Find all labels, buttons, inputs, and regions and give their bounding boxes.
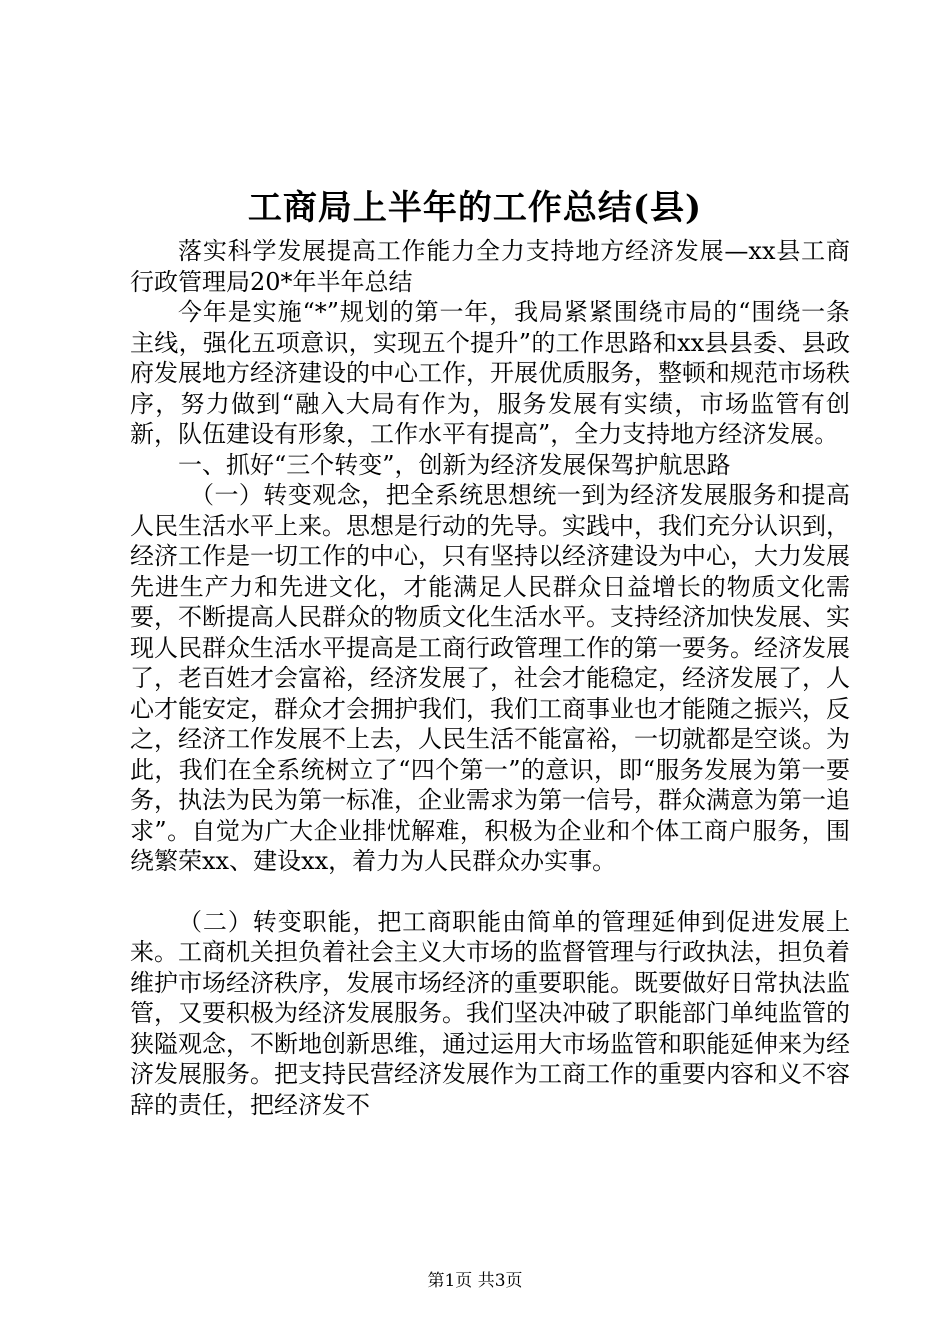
page-number-footer: 第1页 共3页 — [427, 1271, 523, 1291]
point-two-paragraph: （二）转变职能，把工商职能由简单的管理延伸到促进发展上来。工商机关担负着社会主义大市场的监督管理与行政执法，担负着维护市场经济秩序，发展市场经济的重要职能。既要做好日常执法监管，又要积极为经济发展服务。我们坚决冲破了职能部门单纯监管的狭隘观念，不断地创新思维，通过运用大市场监管和职能延伸来为经济发展服务。把支持民营经济发展作为工商工作的重要内容和义不容辞的责任，把经济发不 — [130, 907, 850, 1119]
subtitle-paragraph: 落实科学发展提高工作能力全力支持地方经济发展—xx县工商行政管理局20*年半年总结 — [130, 237, 850, 296]
section-heading: 一、抓好“三个转变”，创新为经济发展保驾护航思路 — [178, 450, 731, 479]
document-title: 工商局上半年的工作总结(县) — [247, 188, 703, 228]
document-body — [130, 236, 850, 1120]
intro-paragraph: 今年是实施“*”规划的第一年，我局紧紧围绕市局的“围绕一条主线，强化五项意识，实现五个提升”的工作思路和xx县县委、县政府发展地方经济建设的中心工作，开展优质服务，整顿和规范市场秩序，努力做到“融入大局有作为，服务发展有实绩，市场监管有创新，队伍建设有形象，工作水平有提高”，全力支持地方经济发展。 — [130, 298, 850, 448]
point-one-paragraph: （一）转变观念，把全系统思想统一到为经济发展服务和提高人民生活水平上来。思想是行动的先导。实践中，我们充分认识到，经济工作是一切工作的中心，只有坚持以经济建设为中心，大力发展先进生产力和先进文化，才能满足人民群众日益增长的物质文化需要，不断提高人民群众的物质文化生活水平。支持经济加快发展、实现人民群众生活水平提高是工商行政管理工作的第一要务。经济发展了，老百姓才会富裕，经济发展了，社会才能稳定，经济发展了，人心才能安定，群众才会拥护我们，我们工商事业也才能随之振兴，反之，经济工作发展不上去，人民生活不能富裕，一切就都是空谈。为此，我们在全系统树立了“四个第一”的意识，即“服务发展为第一要务，执法为民为第一标准，企业需求为第一信号，群众满意为第一追求”。自觉为广大企业排忧解难，积极为企业和个体工商户服务，围绕繁荣xx、建设xx，着力为人民群众办实事。 — [130, 481, 850, 875]
